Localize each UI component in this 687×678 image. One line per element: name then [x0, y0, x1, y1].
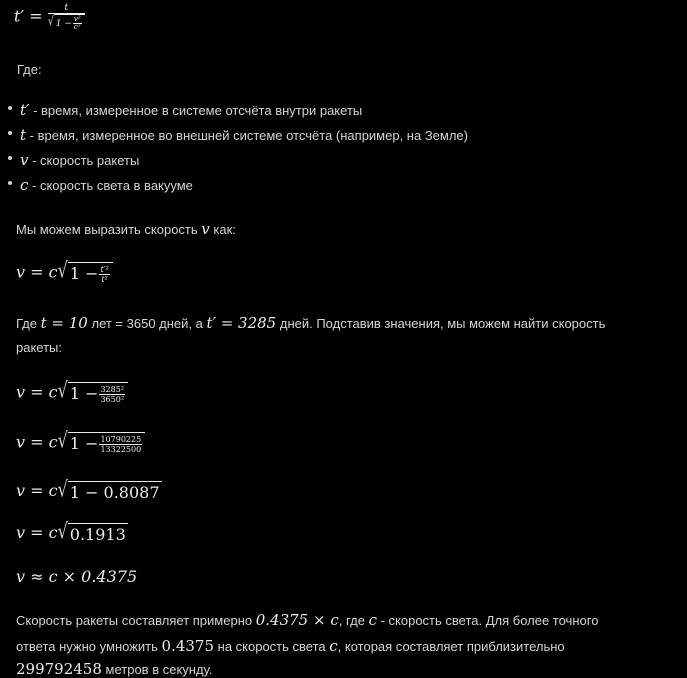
bullet-icon	[8, 181, 12, 185]
formula-substitution: v = c√ 1 − $\frac{\text{3285²}}{\text{3650²}}$	[16, 382, 128, 404]
bullet-icon	[8, 131, 12, 135]
formula-result: v ≈ c × 0.4375	[16, 567, 138, 586]
formula-squared: v = c√ 1 − $\frac{10790225}{13322500}$	[16, 432, 145, 454]
formula-velocity: v = c√ 1 − $\frac{\text{t′²}}{\text{t²}}$	[16, 262, 113, 284]
express-text: Мы можем выразить скорость v как:	[16, 220, 236, 238]
given-values-line1: Где t = 10 лет = 3650 дней, а t′ = 3285 дней. Подставив значения, мы можем найти скорость	[16, 314, 606, 332]
list-item: v - скорость ракеты	[20, 151, 140, 169]
bullet-icon	[8, 156, 12, 160]
conclusion-line3: 299792458 метров в секунду.	[16, 660, 213, 678]
bullet-icon	[8, 106, 12, 110]
formula-remainder: v = c√ 0.1913	[16, 518, 126, 544]
list-item: t′ - время, измеренное в системе отсчёта внутри ракеты	[20, 101, 363, 119]
given-values-line2: ракеты:	[16, 340, 63, 355]
list-item: c - скорость света в вакууме	[20, 176, 193, 194]
formula-time-dilation: t′ = t √ 1 − $\frac{\text{v²}}{\text{c²}}$	[14, 4, 86, 31]
conclusion-line1: Скорость ракеты составляет примерно 0.4375 × c, где c - скорость света. Для более точного	[16, 611, 599, 629]
formula-decimal: v = c√ 1 − 0.8087	[16, 476, 160, 502]
where-label: Где:	[17, 62, 42, 77]
conclusion-line2: ответа нужно умножить 0.4375 на скорость света c, которая составляет приблизительно	[16, 637, 565, 655]
list-item: t - время, измеренное во внешней системе отсчёта (например, на Земле)	[20, 126, 468, 144]
